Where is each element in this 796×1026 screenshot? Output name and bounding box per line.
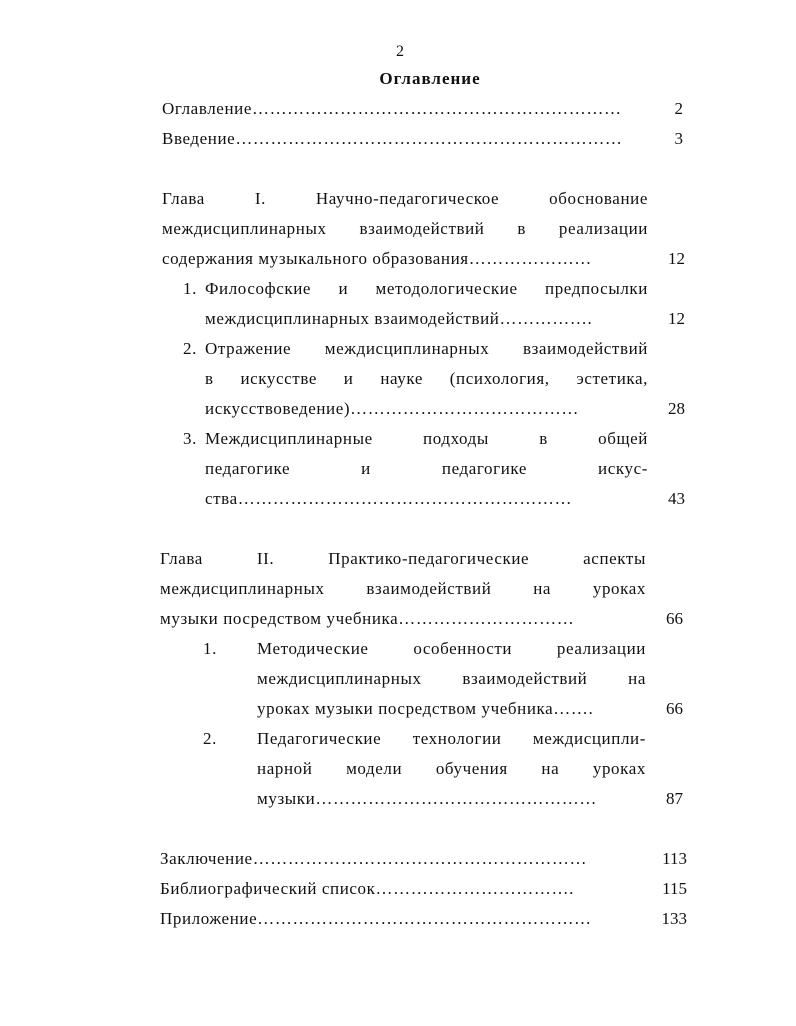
section-2-2-title-line: нарной модели обучения на уроках — [257, 759, 646, 778]
toc-entry-conclusion-page: 113 — [662, 849, 687, 868]
section-1-2-title-line: в искусстве и науке (психология, эстетика, — [205, 369, 648, 388]
chapter-1-title-line: Глава I. Научно-педагогическое обоснование — [162, 189, 648, 208]
chapter-1-page: 12 — [668, 249, 685, 268]
chapter-2-title-line: междисциплинарных взаимодействий на уроках — [160, 579, 646, 598]
section-2-1-title-line: Методические особенности реализации — [257, 639, 646, 658]
section-2-2-number: 2. — [203, 729, 217, 748]
chapter-2-title-line: Глава II. Практико-педагогические аспекты — [160, 549, 646, 568]
toc-entry-contents: Оглавление……………………………………………………… — [162, 99, 622, 118]
section-1-3-number: 3. — [183, 429, 197, 448]
section-1-3-title-line: педагогике и педагогике искус- — [205, 459, 648, 478]
toc-entry-appendix: Приложение………………………………………………… — [160, 909, 592, 928]
toc-entry-introduction-page: 3 — [674, 129, 683, 148]
page-number: 2 — [396, 43, 404, 60]
section-2-1-page: 66 — [666, 699, 683, 718]
toc-entry-contents-page: 2 — [674, 99, 683, 118]
toc-entry-bibliography: Библиографический список……………………………. — [160, 879, 574, 898]
toc-entry-introduction: Введение………………………………………………………… — [162, 129, 623, 148]
section-1-2-number: 2. — [183, 339, 197, 358]
section-1-1-number: 1. — [183, 279, 197, 298]
section-1-1-page: 12 — [668, 309, 685, 328]
chapter-2-title-line: музыки посредством учебника………………………… — [160, 609, 575, 628]
section-2-1-title-line: междисциплинарных взаимодействий на — [257, 669, 646, 688]
section-1-2-title-line: Отражение междисциплинарных взаимодействий — [205, 339, 648, 358]
toc-entry-appendix-page: 133 — [661, 909, 687, 928]
section-1-3-title-line: Междисциплинарные подходы в общей — [205, 429, 648, 448]
page-title: Оглавление — [379, 69, 481, 88]
section-1-2-page: 28 — [668, 399, 685, 418]
section-1-2-title-line: искусствоведение)………………………………… — [205, 399, 579, 418]
toc-entry-bibliography-page: 115 — [662, 879, 687, 898]
section-1-3-page: 43 — [668, 489, 685, 508]
section-2-2-title-line: музыки………………………………………… — [257, 789, 597, 808]
toc-entry-conclusion: Заключение………………………………………………… — [160, 849, 588, 868]
section-2-2-page: 87 — [666, 789, 683, 808]
section-1-1-title-line: Философские и методологические предпосылки — [205, 279, 648, 298]
section-1-3-title-line: ства………………………………………………… — [205, 489, 573, 508]
section-2-1-title-line: уроках музыки посредством учебника……. — [257, 699, 594, 718]
section-1-1-title-line: междисциплинарных взаимодействий……………. — [205, 309, 593, 328]
chapter-2-page: 66 — [666, 609, 683, 628]
section-2-2-title-line: Педагогические технологии междисципли- — [257, 729, 646, 748]
chapter-1-title-line: содержания музыкального образования………………… — [162, 249, 592, 268]
section-2-1-number: 1. — [203, 639, 217, 658]
chapter-1-title-line: междисциплинарных взаимодействий в реализации — [162, 219, 648, 238]
